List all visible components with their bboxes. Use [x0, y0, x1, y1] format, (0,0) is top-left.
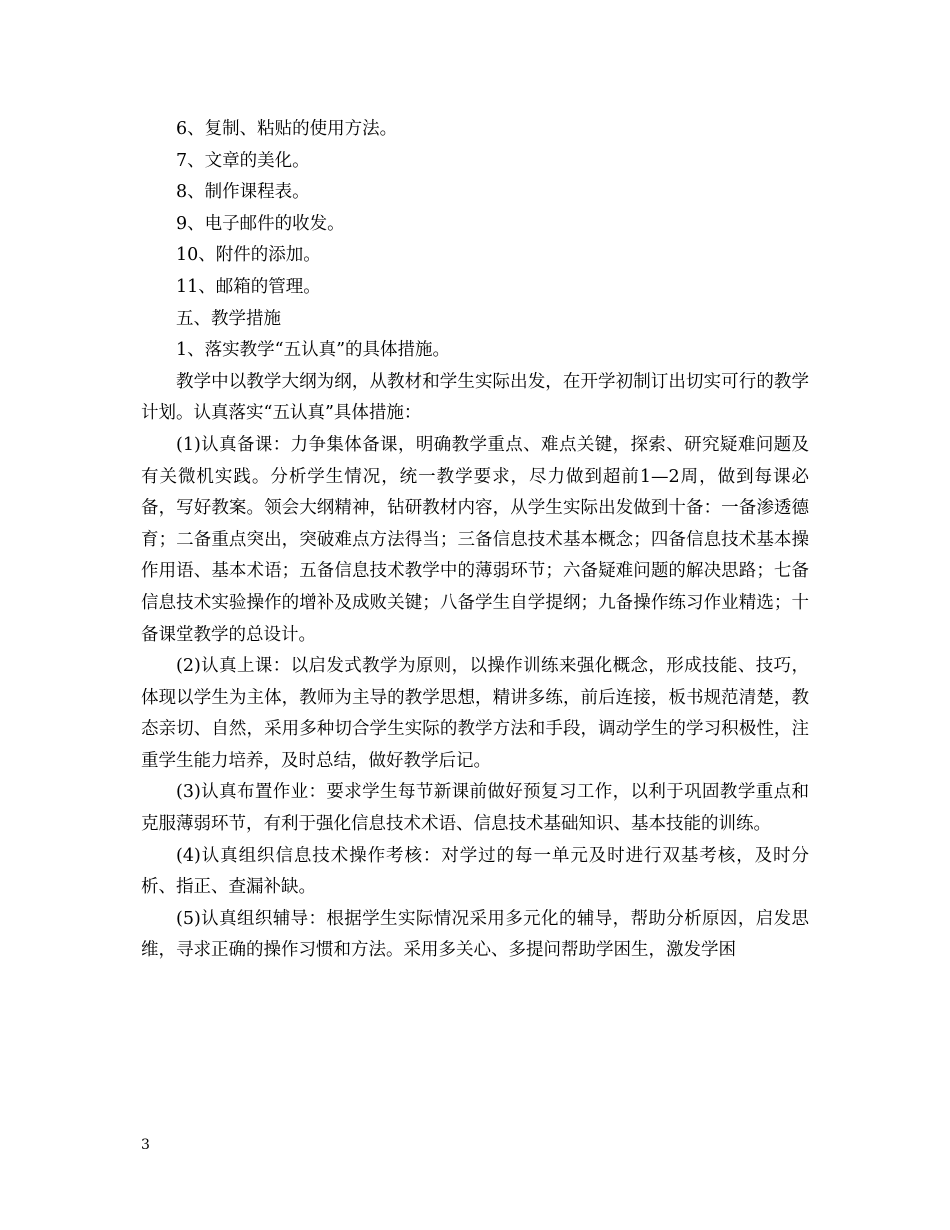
list-item: 8、制作课程表。	[176, 182, 310, 203]
section-heading: 五、教学措施	[176, 308, 281, 329]
list-item: 7、文章的美化。	[176, 150, 310, 171]
paragraph: (1)认真备课：力争集体备课，明确教学重点、难点关键，探索、研究疑难问题及有关微机实践。分析学生情况，统一教学要求，尽力做到超前1—2周，做到每课必备，写好教案。领会大纲精神，钻研教材内容，从学生实际出发做到十备：一备渗透德育；二备重点突出，突破难点方法得当；三备信息技术基本概念；四备信息技术基本操作用语、基本术语；五备信息技术教学中的薄弱环节；六备疑难问题的解决思路；七备信息技术实验操作的增补及成败关键；八备学生自学提纲；九备操作练习作业精选；十备课堂教学的总设计。	[141, 434, 809, 645]
list-item: 6、复制、粘贴的使用方法。	[176, 119, 398, 139]
subsection-heading: 1、落实教学“五认真”的具体措施。	[176, 340, 451, 361]
document-body	[141, 114, 809, 967]
list-item: 9、电子邮件的收发。	[176, 213, 345, 234]
list-item: 11、邮箱的管理。	[176, 276, 321, 297]
paragraph: (3)认真布置作业：要求学生每节新课前做好预复习工作，以利于巩固教学重点和克服薄弱环节，有利于强化信息技术术语、信息技术基础知识、基本技能的训练。	[141, 782, 809, 835]
paragraph: (5)认真组织辅导：根据学生实际情况采用多元化的辅导，帮助分析原因，启发思维，寻求正确的操作习惯和方法。采用多关心、多提问帮助学困生，激发学困	[141, 908, 809, 961]
paragraph: (4)认真组织信息技术操作考核：对学过的每一单元及时进行双基考核，及时分析、指正、查漏补缺。	[141, 845, 809, 898]
paragraph: (2)认真上课：以启发式教学为原则，以操作训练来强化概念，形成技能、技巧，体现以学生为主体，教师为主导的教学思想，精讲多练，前后连接，板书规范清楚，教态亲切、自然，采用多种切合学生实际的教学方法和手段，调动学生的学习积极性，注重学生能力培养，及时总结，做好教学后记。	[141, 656, 809, 771]
list-item: 10、附件的添加。	[176, 245, 321, 266]
page-number: 3	[141, 1137, 150, 1153]
paragraph: 教学中以教学大纲为纲，从教材和学生实际出发，在开学初制订出切实可行的教学计划。认真落实“五认真”具体措施：	[141, 371, 809, 424]
